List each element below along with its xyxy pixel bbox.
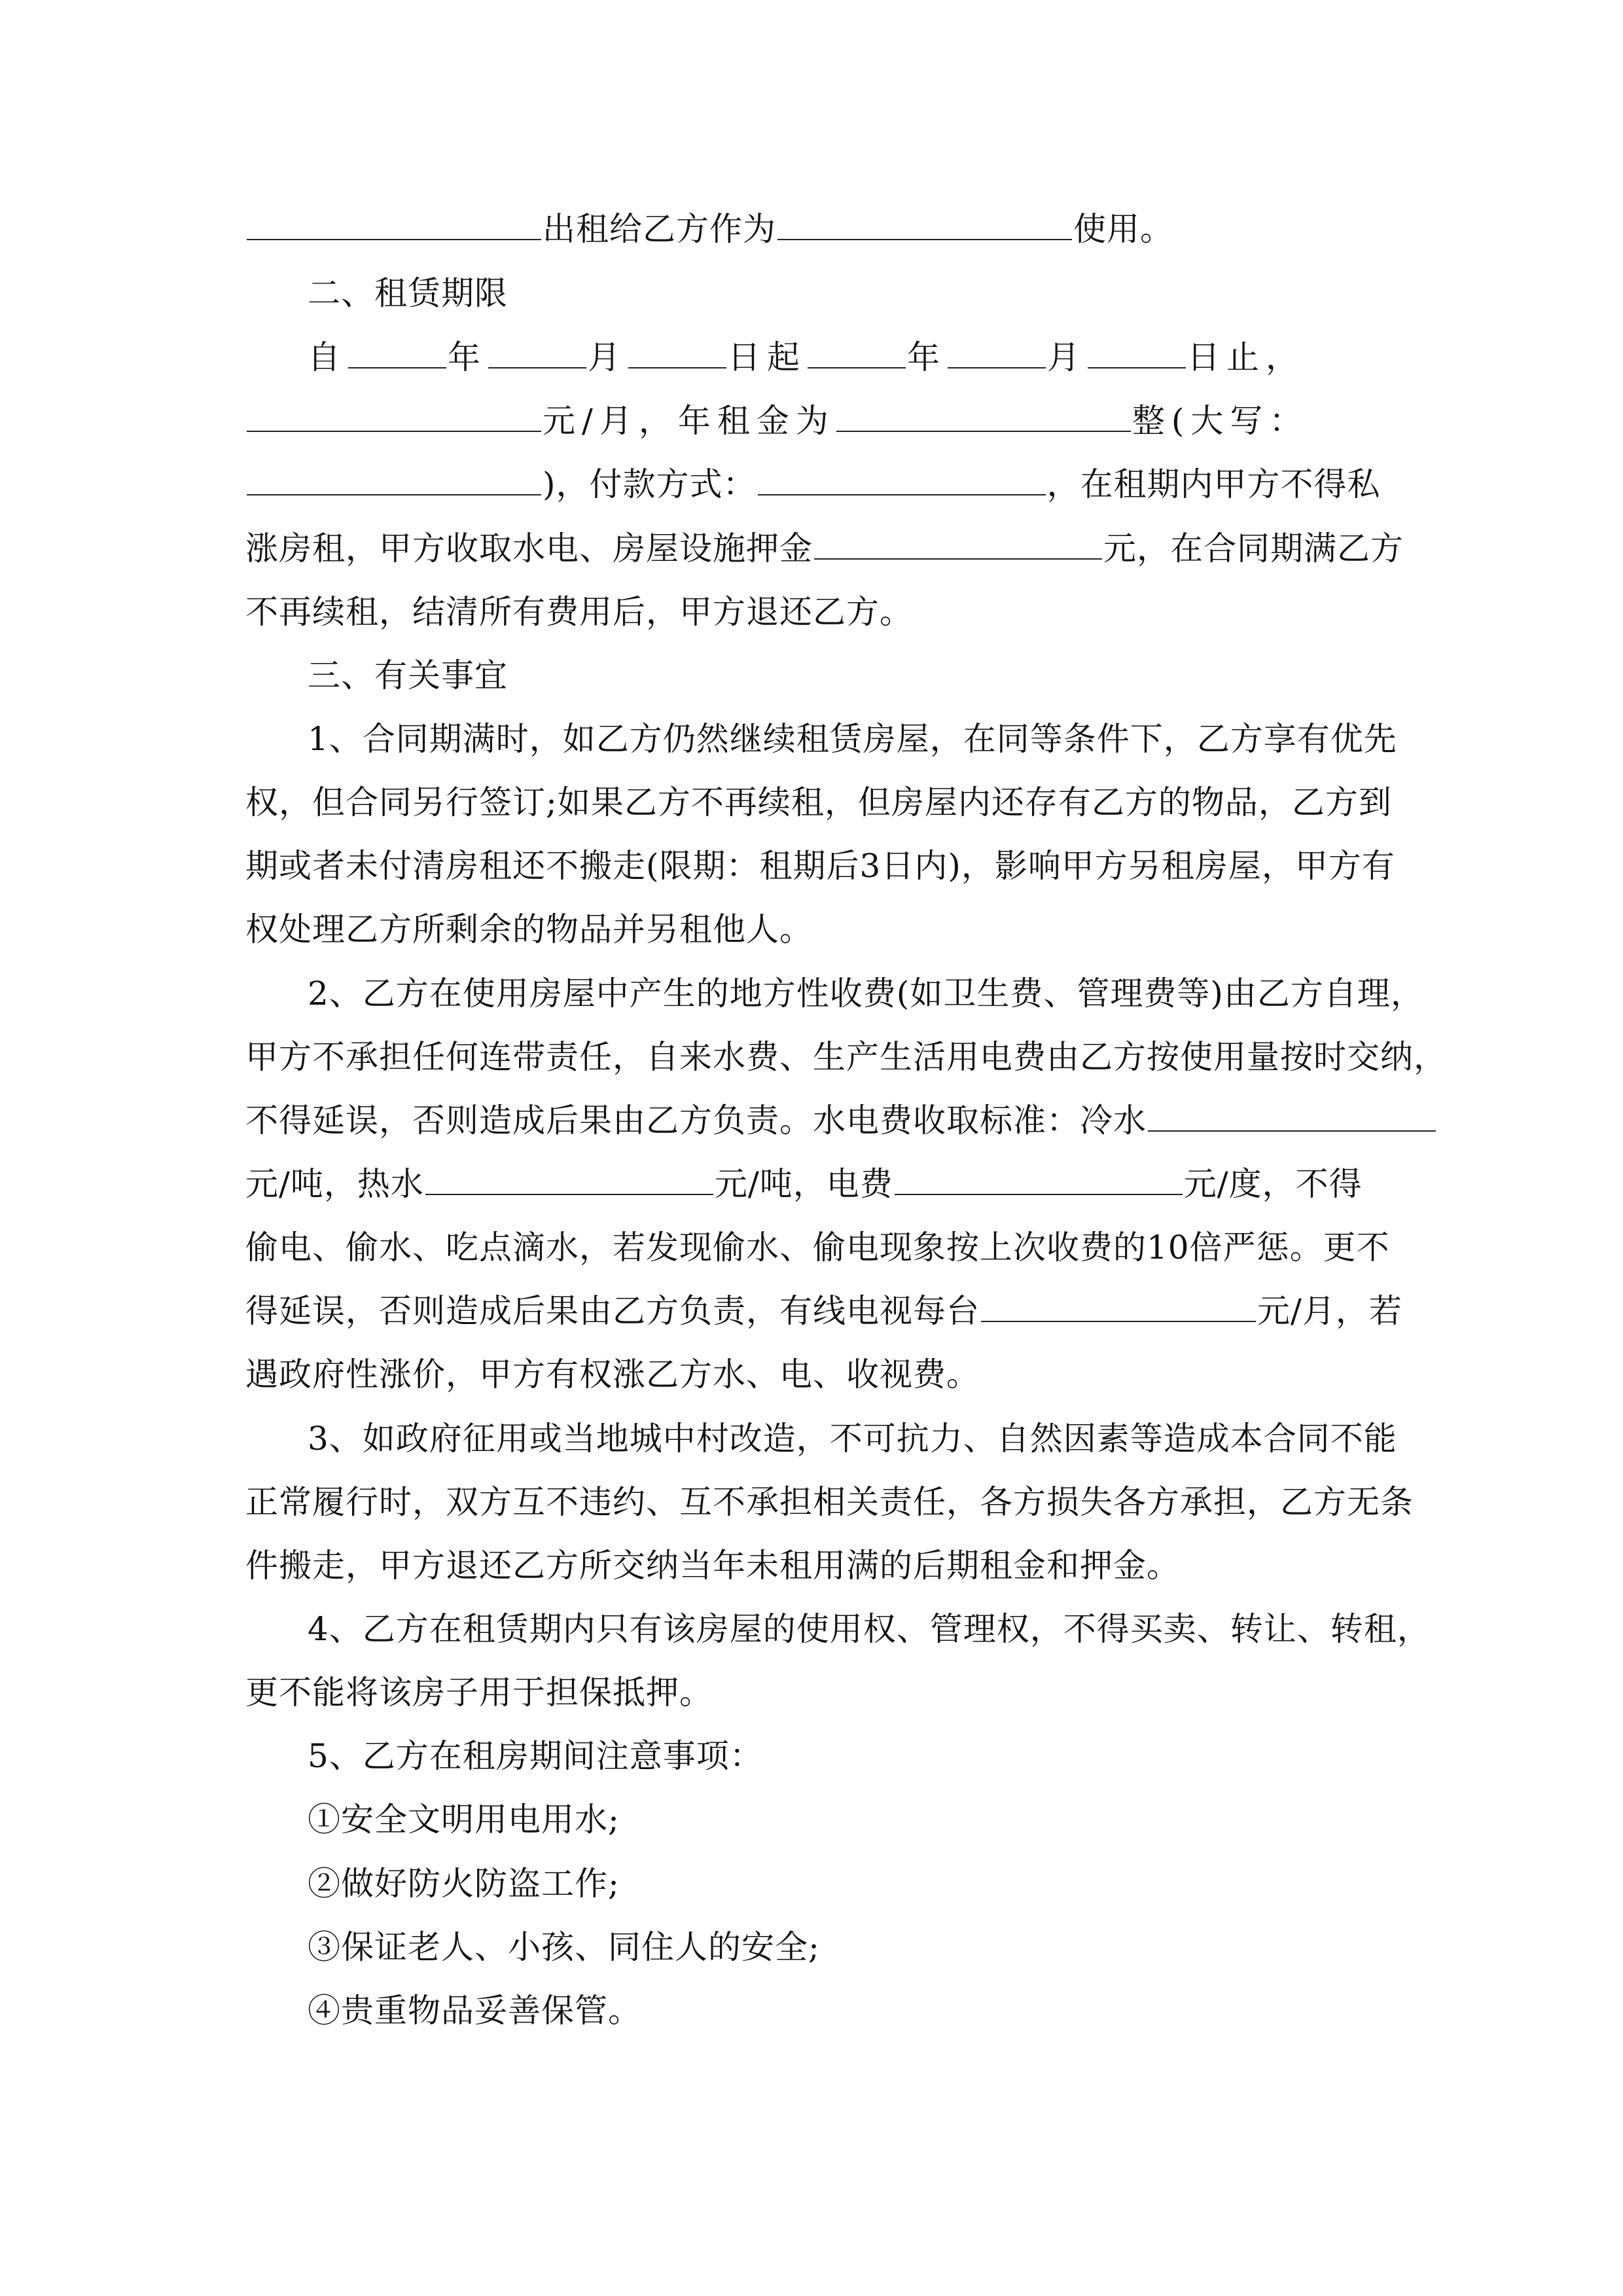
clause1-line: 出租给乙方作为 使用。 — [245, 209, 1173, 249]
item2-line: 2、乙方在使用房屋中产生的地方性收费(如卫生费、管理费等)由乙方自理， — [308, 975, 1424, 1013]
blank-field[interactable] — [814, 529, 1102, 560]
item5-point: ③保证老人、小孩、同住人的安全; — [308, 1928, 820, 1966]
blank-field[interactable] — [628, 338, 726, 368]
item1-line: 1、合同期满时，如乙方仍然继续租赁房屋，在同等条件下，乙方享有优先 — [308, 720, 1397, 758]
item5-point: ①安全文明用电用水; — [308, 1801, 620, 1839]
item2-line: 遇政府性涨价，甲方有权涨乙方水、电、收视费。 — [245, 1355, 980, 1393]
item1-line: 权处理乙方所剩余的物品并另租他人。 — [245, 910, 813, 948]
refund-line: 不再续租，结清所有费用后，甲方退还乙方。 — [245, 593, 913, 631]
item2-line: 得延误，否则造成后果由乙方负责，有线电视每台 元/月，若 — [245, 1292, 1402, 1330]
item2-line: 元/吨，热水 元/吨，电费 元/度，不得 — [245, 1165, 1363, 1203]
blank-field[interactable] — [247, 465, 541, 495]
item2-line: 偷电、偷水、吃点滴水，若发现偷水、偷电现象按上次收费的10倍严惩。更不 — [245, 1229, 1390, 1266]
item3-line: 正常履行时，双方互不违约、互不承担相关责任，各方损失各方承担，乙方无条 — [245, 1483, 1414, 1521]
item1-line: 期或者未付清房租还不搬走(限期：租期后3日内)，影响甲方另租房屋，甲方有 — [245, 847, 1395, 885]
item5-point: ②做好防火防盗工作; — [308, 1865, 620, 1903]
blank-field[interactable] — [247, 402, 541, 432]
lease-period-line: 自 年 月 日起 年 月 日止， — [308, 338, 1305, 376]
blank-field[interactable] — [1088, 338, 1186, 368]
blank-field[interactable] — [948, 338, 1046, 368]
blank-field[interactable] — [247, 210, 541, 240]
item4-line: 4、乙方在租赁期内只有该房屋的使用权、管理权，不得买卖、转让、转租， — [308, 1610, 1431, 1648]
item1-line: 权，但合同另行签订;如果乙方不再续租，但房屋内还存有乙方的物品，乙方到 — [245, 783, 1392, 821]
rent-line: 元/月，年租金为 整(大写： — [245, 401, 1308, 440]
item5-point: ④贵重物品妥善保管。 — [308, 1992, 641, 2030]
payment-line: )，付款方式： ，在租期内甲方不得私 — [245, 465, 1381, 504]
deposit-line: 涨房租，甲方收取水电、房屋设施押金 元，在合同期满乙方 — [245, 529, 1404, 567]
section3-heading: 三、有关事宜 — [308, 656, 508, 694]
blank-field[interactable] — [488, 338, 586, 368]
blank-field[interactable] — [777, 210, 1072, 240]
section2-heading: 二、租赁期限 — [308, 274, 508, 312]
item3-line: 件搬走，甲方退还乙方所交纳当年未租用满的后期租金和押金。 — [245, 1547, 1180, 1585]
item4-line: 更不能将该房子用于担保抵押。 — [245, 1674, 713, 1712]
item5-heading: 5、乙方在租房期间注意事项： — [308, 1737, 763, 1775]
blank-field[interactable] — [758, 465, 1046, 495]
item3-line: 3、如政府征用或当地城中村改造，不可抗力、自然因素等造成本合同不能 — [308, 1420, 1397, 1458]
blank-field[interactable] — [981, 1292, 1256, 1322]
blank-field[interactable] — [425, 1165, 713, 1195]
item2-line: 不得延误，否则造成后果由乙方负责。水电费收取标准：冷水 — [245, 1101, 1437, 1140]
blank-field[interactable] — [808, 338, 906, 368]
blank-field[interactable] — [836, 402, 1131, 432]
blank-field[interactable] — [348, 338, 446, 368]
item2-line: 甲方不承担任何连带责任，自来水费、生产生活用电费由乙方按使用量按时交纳， — [245, 1038, 1447, 1076]
blank-field[interactable] — [895, 1165, 1183, 1195]
blank-field[interactable] — [1148, 1102, 1436, 1132]
